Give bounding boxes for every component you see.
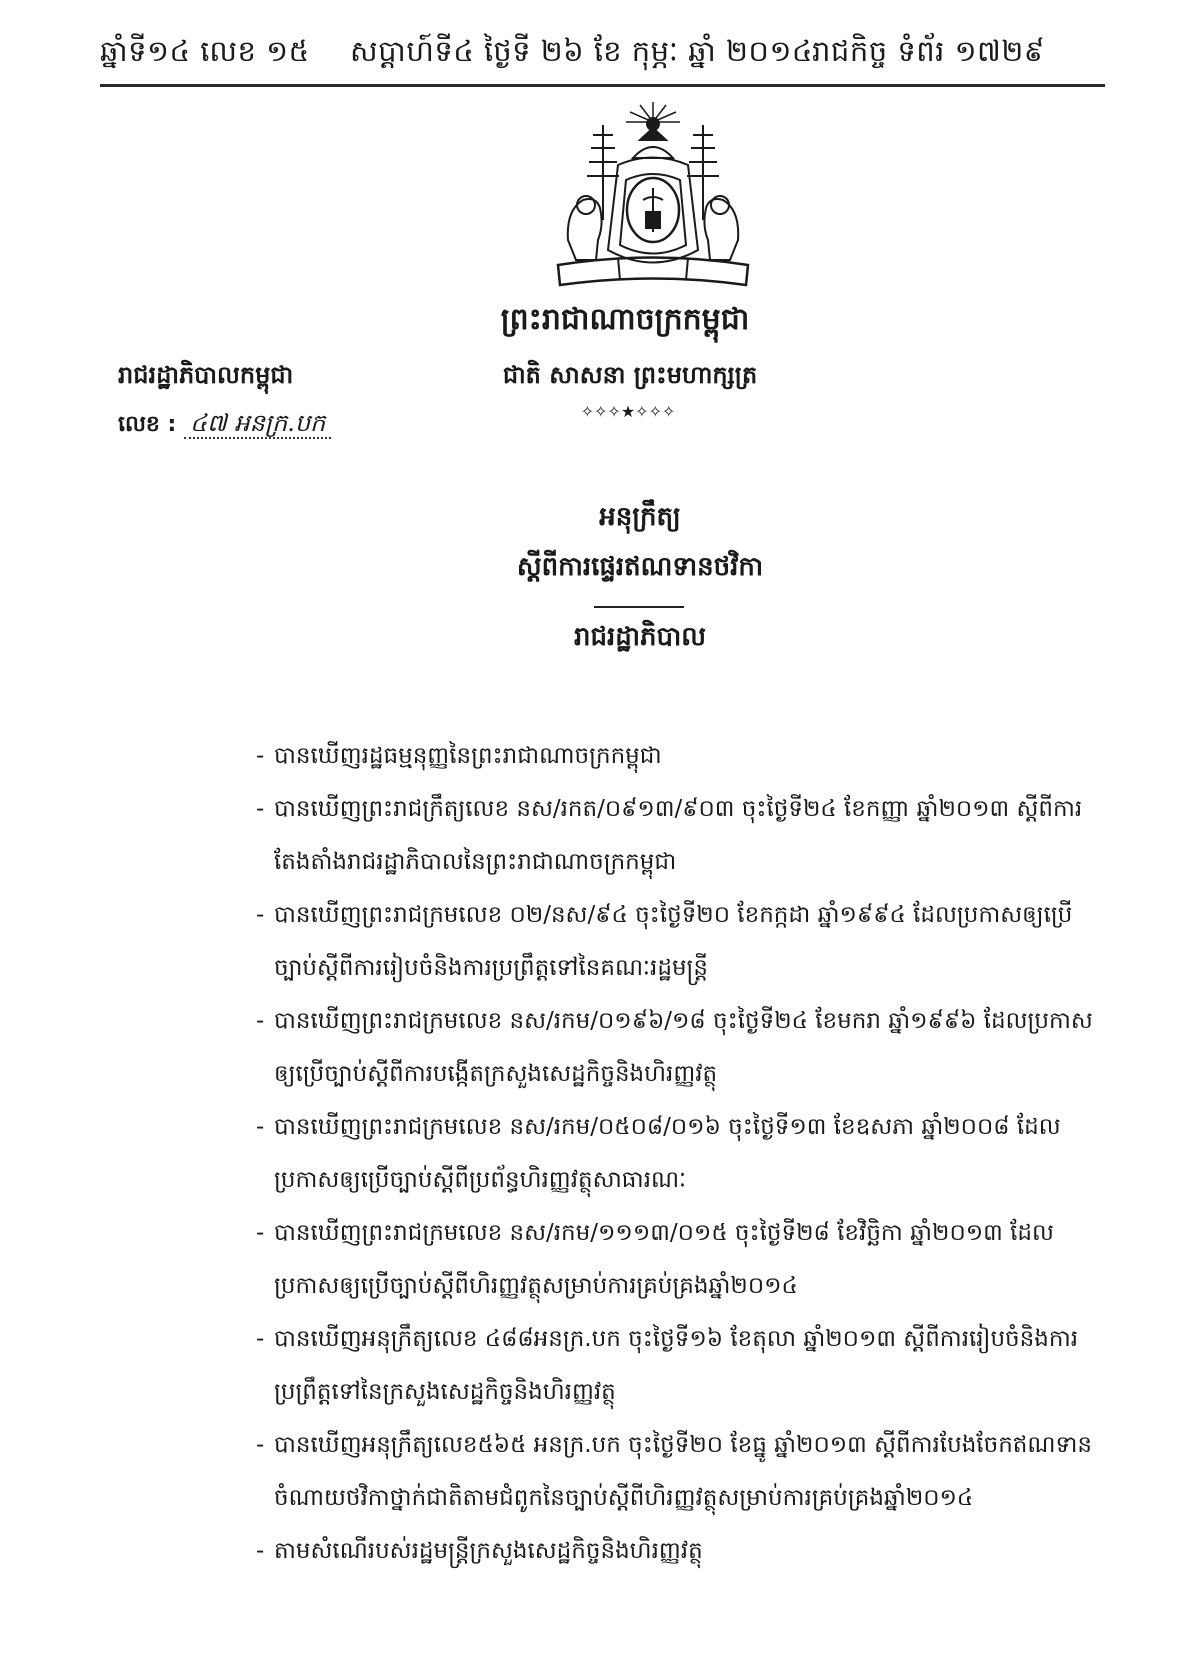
visa-text: តាមសំណើរបស់រដ្ឋមន្ត្រីក្រសួងសេដ្ឋកិច្ចនិងហិរញ្ញវត្ថុ [274,1538,703,1564]
visa-text: បានឃើញរដ្ឋធម្មនុញ្ញនៃព្រះរាជាណាចក្រកម្ពុជា [274,743,662,769]
kingdom-name: ព្រះរាជាណាចក្រកម្ពុជា [500,302,750,337]
visa-item: - បានឃើញអនុក្រឹត្យលេខ ៤៨៨អនក្រ.បក ចុះថ្ងៃទី១៦ ខែតុលា ឆ្នាំ២០១៣ ស្តីពីការរៀបចំនិងការប្រព្រឹត្តទៅនៃក្រសួងសេដ្ឋកិច្ចនិងហិរញ្ញវត្ថុ [256,1313,1096,1419]
visa-text: បានឃើញព្រះរាជក្រមលេខ នស/រកម/០៥០៨/០១៦ ចុះថ្ងៃទី១៣ ខែឧសភា ឆ្នាំ២០០៨ ដែលប្រកាសឲ្យប្រើច្បាប់ស្តីពីប្រព័ន្ធហិរញ្ញវត្ថុសាធារណៈ [274,1114,1061,1193]
visa-item: - បានឃើញព្រះរាជក្រមលេខ នស/រកម/០៥០៨/០១៦ ចុះថ្ងៃទី១៣ ខែឧសភា ឆ្នាំ២០០៨ ដែលប្រកាសឲ្យប្រើច្បាប់ស្តីពីប្រព័ន្ធហិរញ្ញវត្ថុសាធារណៈ [256,1101,1096,1207]
visa-item: - បានឃើញអនុក្រឹត្យលេខ៥៦៥ អនក្រ.បក ចុះថ្ងៃទី២០ ខែធ្នូ ឆ្នាំ២០១៣ ស្តីពីការបែងចែកឥណទានចំណាយថវិកាថ្នាក់ជាតិតាមជំពូកនៃច្បាប់ស្តីពីហិរញ្ញវត្ថុសម្រាប់ការគ្រប់គ្រងឆ្នាំ២០១៤ [256,1419,1096,1525]
gazette-week-date: សប្តាហ៍ទី៤ ថ្ងៃទី ២៦ ខែ កុម្ភៈ ឆ្នាំ ២០១៤ [350,34,813,68]
gazette-year-issue: ឆ្នាំទី១៤ លេខ ១៥ [100,34,310,68]
visa-item: - បានឃើញព្រះរាជក្រមលេខ ០២/នស/៩៤ ចុះថ្ងៃទី២០ ខែកក្កដា ឆ្នាំ១៩៩៤ ដែលប្រកាសឲ្យប្រើច្បាប់ស្តីពីការរៀបចំនិងការប្រព្រឹត្តទៅនៃគណៈរដ្ឋមន្ត្រី [256,889,1096,995]
visa-list [256,730,1096,1578]
national-motto: ជាតិ សាសនា ព្រះមហាក្សត្រ [502,361,758,389]
visa-item: - បានឃើញព្រះរាជក្រមលេខ នស/រកម/០១៩៦/១៨ ចុះថ្ងៃទី២៤ ខែមករា ឆ្នាំ១៩៩៦ ដែលប្រកាសឲ្យប្រើច្បាប់ស្តីពីការបង្កើតក្រសួងសេដ្ឋកិច្ចនិងហិរញ្ញវត្ថុ [256,995,1096,1101]
reference-label: លេខ : [118,412,177,437]
visa-item: - បានឃើញព្រះរាជក្រឹត្យលេខ នស/រកត/០៩១៣/៩០៣ ចុះថ្ងៃទី២៤ ខែកញ្ញា ឆ្នាំ២០១៣ ស្តីពីការតែងតាំងរាជរដ្ឋាភិបាលនៃព្រះរាជាណាចក្រកម្ពុជា [256,783,1096,889]
document-type: អនុក្រឹត្យ [599,502,681,532]
visa-item: - តាមសំណើរបស់រដ្ឋមន្ត្រីក្រសួងសេដ្ឋកិច្ចនិងហិរញ្ញវត្ថុ [256,1525,1096,1578]
visa-text: បានឃើញព្រះរាជក្រមលេខ នស/រកម/១១១៣/០១៥ ចុះថ្ងៃទី២៨ ខែវិច្ឆិកា ឆ្នាំ២០១៣ ដែលប្រកាសឲ្យប្រើច្បាប់ស្តីពីហិរញ្ញវត្ថុសម្រាប់ការគ្រប់គ្រងឆ្នាំ២០១៤ [274,1220,1054,1299]
visa-text: បានឃើញអនុក្រឹត្យលេខ ៤៨៨អនក្រ.បក ចុះថ្ងៃទី១៦ ខែតុលា ឆ្នាំ២០១៣ ស្តីពីការរៀបចំនិងការប្រព្រឹត្តទៅនៃក្រសួងសេដ្ឋកិច្ចនិងហិរញ្ញវត្ថុ [274,1326,1079,1405]
visa-text: បានឃើញព្រះរាជក្រមលេខ ០២/នស/៩៤ ចុះថ្ងៃទី២០ ខែកក្កដា ឆ្នាំ១៩៩៤ ដែលប្រកាសឲ្យប្រើច្បាប់ស្តីពីការរៀបចំនិងការប្រព្រឹត្តទៅនៃគណៈរដ្ឋមន្ត្រី [274,902,1073,981]
document-subject: ស្តីពីការផ្ទេរឥណទានថវិកា [516,552,764,582]
header-rule [100,84,1105,87]
visa-item: - បានឃើញរដ្ឋធម្មនុញ្ញនៃព្រះរាជាណាចក្រកម្ពុជា [256,730,1096,783]
issuing-government: រាជរដ្ឋាភិបាលកម្ពុជា [118,361,294,389]
title-divider [594,606,684,608]
royal-coat-of-arms-icon [548,100,758,305]
issuer-heading: រាជរដ្ឋាភិបាល [573,622,707,652]
visa-item: - បានឃើញព្រះរាជក្រមលេខ នស/រកម/១១១៣/០១៥ ចុះថ្ងៃទី២៨ ខែវិច្ឆិកា ឆ្នាំ២០១៣ ដែលប្រកាសឲ្យប្រើច្បាប់ស្តីពីហិរញ្ញវត្ថុសម្រាប់ការគ្រប់គ្រងឆ្នាំ២០១៤ [256,1207,1096,1313]
ornament-divider: ✧✧✧★✧✧✧ [580,402,676,421]
visa-text: បានឃើញអនុក្រឹត្យលេខ៥៦៥ អនក្រ.បក ចុះថ្ងៃទី២០ ខែធ្នូ ឆ្នាំ២០១៣ ស្តីពីការបែងចែកឥណទានចំណាយថវិកាថ្នាក់ជាតិតាមជំពូកនៃច្បាប់ស្តីពីហិរញ្ញវត្ថុសម្រាប់ការគ្រប់គ្រងឆ្នាំ២០១៤ [274,1432,1092,1511]
gazette-page: រាជកិច្ច ទំព័រ ១៧២៩ [812,34,1045,68]
reference-value: ៤៧ អនក្រ.បក [184,409,331,439]
visa-text: បានឃើញព្រះរាជក្រមលេខ នស/រកម/០១៩៦/១៨ ចុះថ្ងៃទី២៤ ខែមករា ឆ្នាំ១៩៩៦ ដែលប្រកាសឲ្យប្រើច្បាប់ស្តីពីការបង្កើតក្រសួងសេដ្ឋកិច្ចនិងហិរញ្ញវត្ថុ [274,1008,1093,1087]
reference-number [118,408,331,443]
visa-text: បានឃើញព្រះរាជក្រឹត្យលេខ នស/រកត/០៩១៣/៩០៣ ចុះថ្ងៃទី២៤ ខែកញ្ញា ឆ្នាំ២០១៣ ស្តីពីការតែងតាំងរាជរដ្ឋាភិបាលនៃព្រះរាជាណាចក្រកម្ពុជា [274,796,1083,875]
